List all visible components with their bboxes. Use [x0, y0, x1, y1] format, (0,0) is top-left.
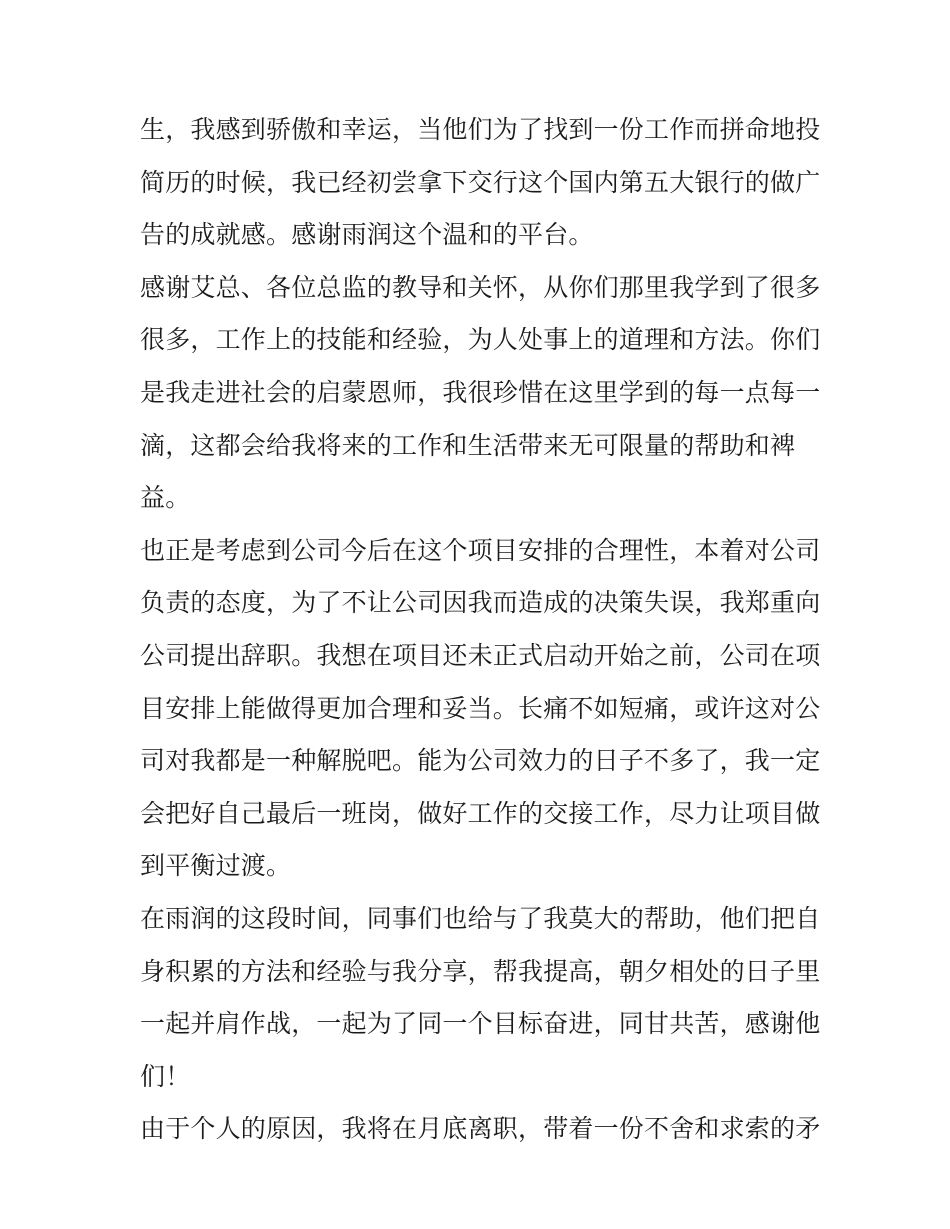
text-line: 告的成就感。感谢雨润这个温和的平台。	[140, 220, 594, 250]
text-line: 很多，工作上的技能和经验，为人处事上的道理和方法。你们	[140, 325, 821, 355]
document-body	[140, 104, 820, 1156]
text-line: 一起并肩作战，一起为了同一个目标奋进，同甘共苦，感谢他	[140, 1009, 821, 1039]
text-line: 感谢艾总、各位总监的教导和关怀，从你们那里我学到了很多	[140, 272, 821, 302]
text-line: 司对我都是一种解脱吧。能为公司效力的日子不多了，我一定	[140, 746, 821, 776]
text-line: 身积累的方法和经验与我分享，帮我提高，朝夕相处的日子里	[140, 956, 821, 986]
text-line: 益。	[140, 483, 191, 513]
text-line: 到平衡过渡。	[140, 851, 292, 881]
text-line: 们！	[140, 1061, 191, 1091]
text-line: 目安排上能做得更加合理和妥当。长痛不如短痛，或许这对公	[140, 693, 821, 723]
text-line: 生，我感到骄傲和幸运，当他们为了找到一份工作而拼命地投	[140, 115, 821, 144]
text-line: 由于个人的原因，我将在月底离职，带着一份不舍和求索的矛	[140, 1114, 821, 1144]
text-line: 会把好自己最后一班岗，做好工作的交接工作，尽力让项目做	[140, 798, 821, 828]
text-line: 也正是考虑到公司今后在这个项目安排的合理性，本着对公司	[140, 535, 821, 565]
text-line: 是我走进社会的启蒙恩师，我很珍惜在这里学到的每一点每一	[140, 377, 821, 407]
text-line: 简历的时候，我已经初尝拿下交行这个国内第五大银行的做广	[140, 167, 821, 197]
text-line: 在雨润的这段时间，同事们也给与了我莫大的帮助，他们把自	[140, 903, 821, 933]
text-line: 滴，这都会给我将来的工作和生活带来无可限量的帮助和裨	[140, 430, 796, 460]
text-line: 负责的态度，为了不让公司因我而造成的决策失误，我郑重向	[140, 588, 821, 618]
text-line: 公司提出辞职。我想在项目还未正式启动开始之前，公司在项	[140, 640, 821, 670]
